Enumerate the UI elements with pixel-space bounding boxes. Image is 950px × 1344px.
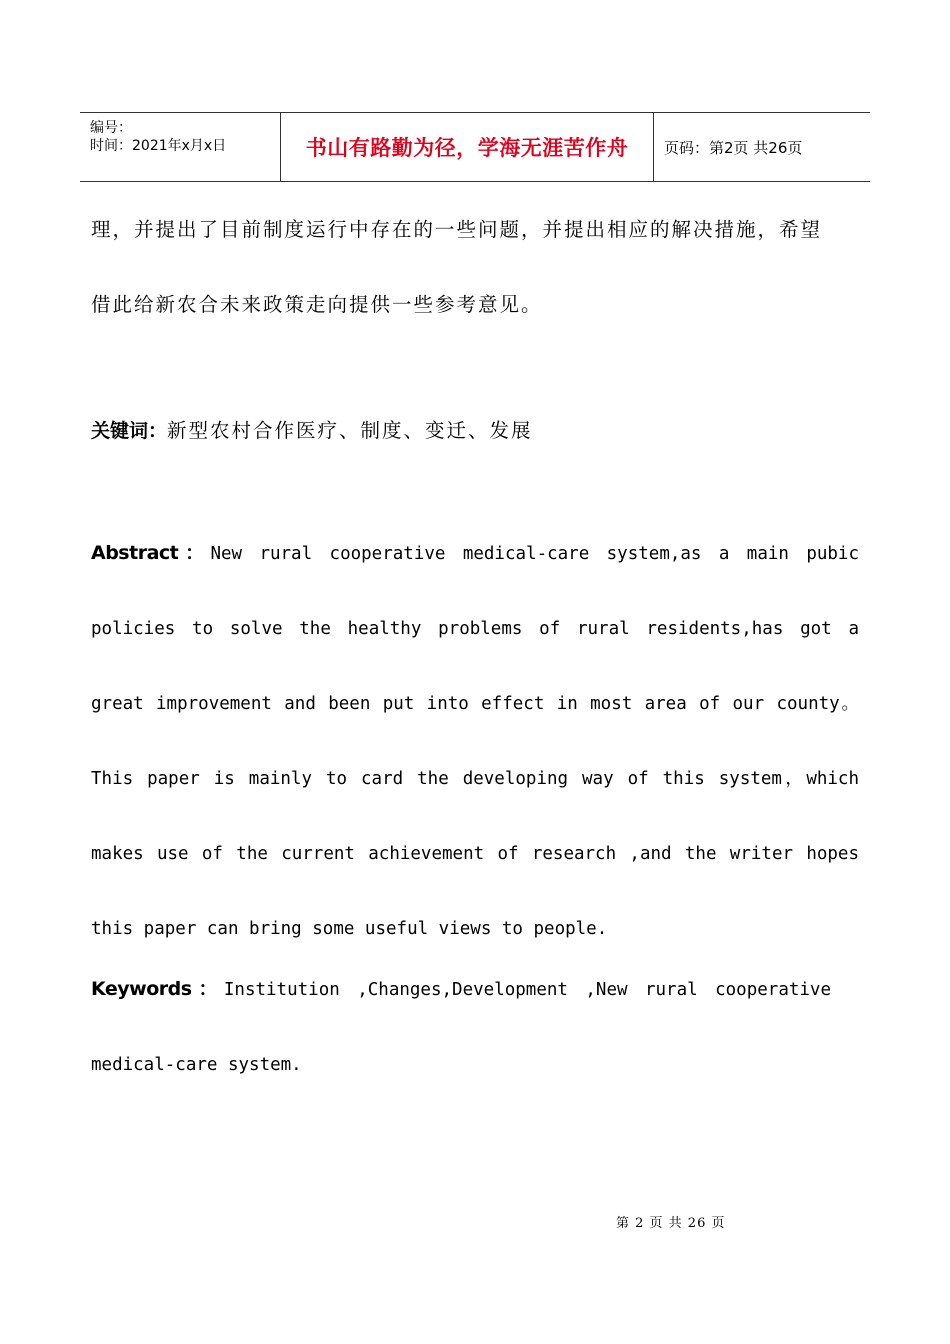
number-label: 编号： (90, 120, 132, 136)
abstract-en (91, 516, 859, 967)
header-meta (80, 113, 281, 181)
header-page-info: 页码：第2页 共26页 (664, 138, 803, 157)
keywords-cn (91, 415, 533, 443)
keywords-cn-label: 关键词： (91, 420, 168, 442)
header-motto-cell (281, 113, 654, 181)
abstract-en-text: New rural cooperative medical-care system,as a main pubic policies to solve the healthy problems of rural residents,has got a great improvement and been put into effect in most area of our county。This paper is mainly to card the developing way of this system，which makes use of the current achievement of research ,and the writer hopes this paper can bring some useful views to people. (91, 544, 860, 939)
keywords-en (91, 952, 831, 1103)
page-header (80, 112, 870, 182)
keywords-en-text: Institution ,Changes,Development ,New rural cooperative medical-care system. (91, 980, 831, 1075)
abstract-en-label: Abstract： (91, 542, 211, 564)
abstract-cn-line-2: 借此给新农合未来政策走向提供一些参考意见。 (91, 293, 543, 316)
abstract-cn-line-1: 理，并提出了目前制度运行中存在的一些问题，并提出相应的解决措施，希望 (91, 218, 823, 241)
time-label: 时间：2021年x月x日 (90, 138, 227, 154)
keywords-en-label: Keywords： (91, 978, 224, 1000)
page-footer: 第 2 页 共 26 页 (616, 1216, 726, 1231)
keywords-cn-text: 新型农村合作医疗、制度、变迁、发展 (167, 419, 533, 442)
header-motto: 书山有路勤为径，学海无涯苦作舟 (305, 136, 629, 160)
